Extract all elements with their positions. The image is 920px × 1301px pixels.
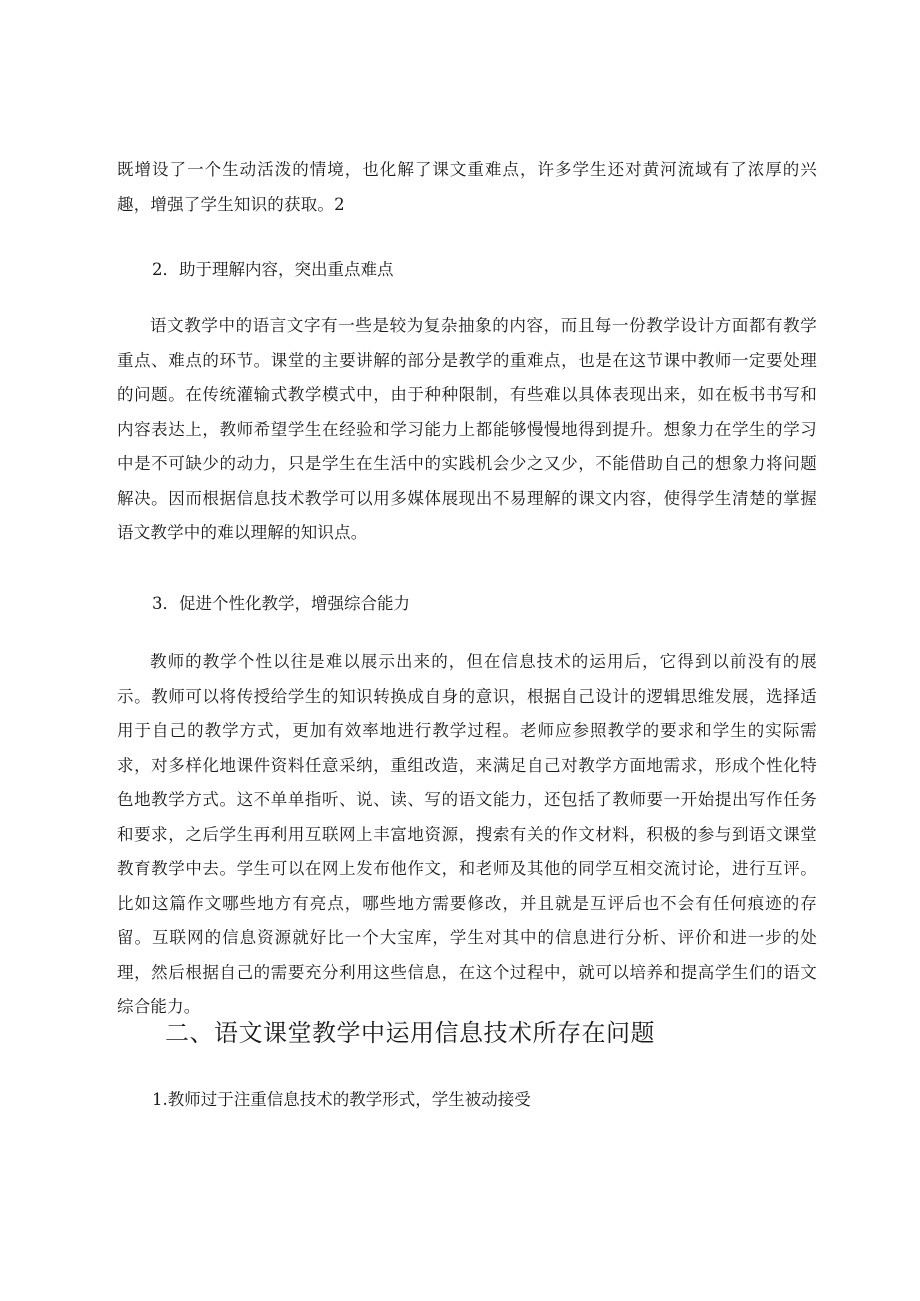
item-2-body: 语文教学中的语言文字有一些是较为复杂抽象的内容，而且每一份教学设计方面都有教学重点、难点的环节。课堂的主要讲解的部分是教学的重难点，也是在这节课中教师一定要处理的问题。在传统灌输式教学模式中，由于种种限制，有些难以具体表现出来，如在板书书写和内容表达上，教师希望学生在经验和学习能力上都能够慢慢地得到提升。想象力在学生的学习中是不可缺少的动力，只是学生在生活中的实践机会少之又少，不能借助自己的想象力将问题解决。因而根据信息技术教学可以用多媒体展现出不易理解的课文内容，使得学生清楚的掌握语文教学中的难以理解的知识点。 xyxy=(117,316,817,542)
intro-paragraph: 既增设了一个生动活泼的情境，也化解了课文重难点，许多学生还对黄河流域有了浓厚的兴趣，增强了学生知识的获取。2 xyxy=(117,160,817,214)
item-2-title: 2．助于理解内容，突出重点难点 xyxy=(152,260,394,279)
item-3-body: 教师的教学个性以往是难以展示出来的，但在信息技术的运用后，它得到以前没有的展示。教师可以将传授给学生的知识转换成自身的意识，根据自己设计的逻辑思维发展，选择适用于自己的教学方式，更加有效率地进行教学过程。老师应参照教学的要求和学生的实际需求，对多样化地课件资料任意采纳，重组改造，来满足自己对教学方面地需求，形成个性化特色地教学方式。这不单单指听、说、读、写的语文能力，还包括了教师要一开始提出写作任务和要求，之后学生再利用互联网上丰富地资源，搜索有关的作文材料，积极的参与到语文课堂教育教学中去。学生可以在网上发布他作文，和老师及其他的同学互相交流讨论，进行互评。比如这篇作文哪些地方有亮点，哪些地方需要修改，并且就是互评后也不会有任何痕迹的存留。互联网的信息资源就好比一个大宝库，学生对其中的信息进行分析、评价和进一步的处理，然后根据自己的需要充分利用这些信息，在这个过程中，就可以培养和提高学生们的语文综合能力。 xyxy=(117,652,817,1016)
section-2-item-1-title: 1.教师过于注重信息技术的教学形式，学生被动接受 xyxy=(152,1090,531,1109)
item-3-title: 3．促进个性化教学，增强综合能力 xyxy=(152,594,410,613)
section-2-heading: 二、语文课堂教学中运用信息技术所存在问题 xyxy=(165,1019,655,1047)
